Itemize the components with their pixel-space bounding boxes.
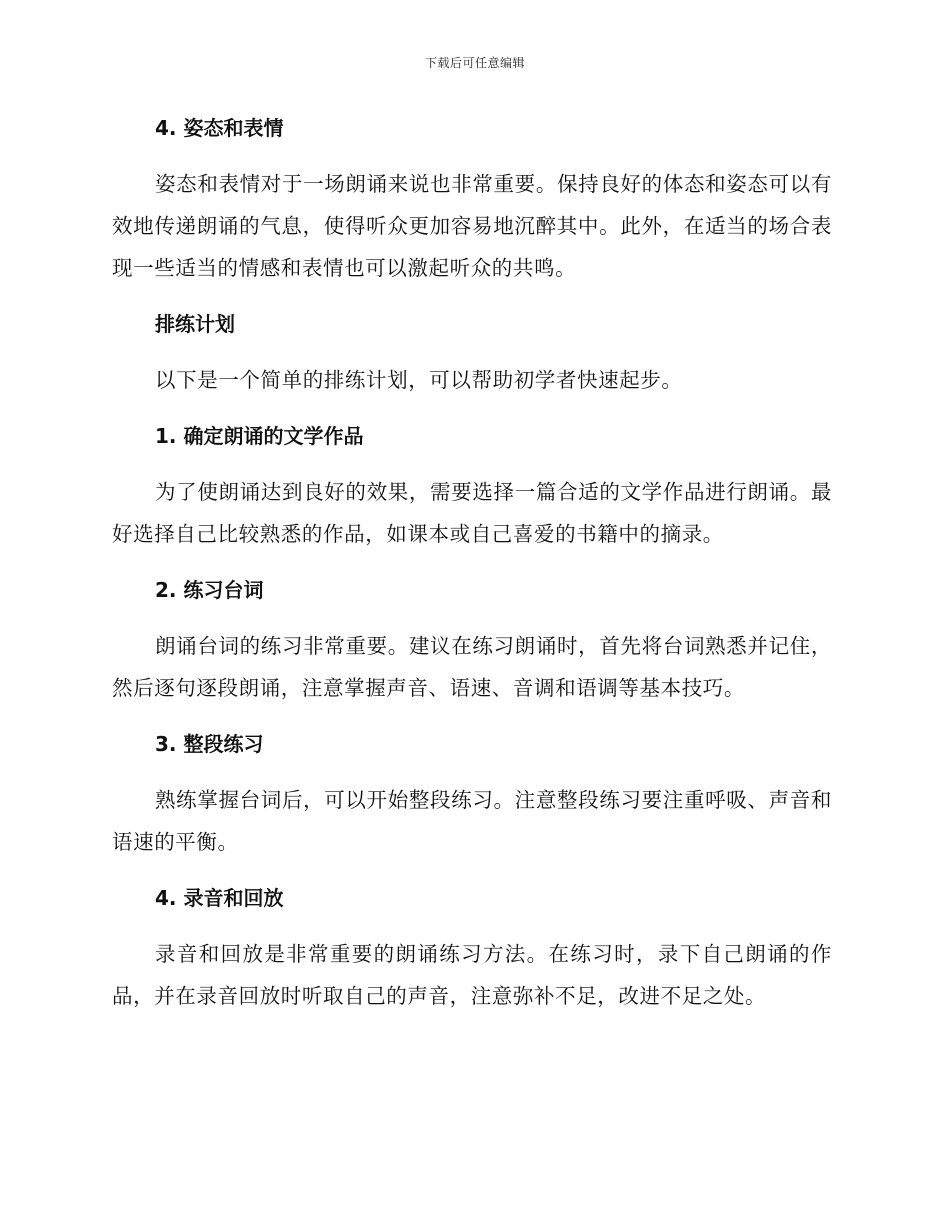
section-heading-rehearsal-plan: 排练计划 [155, 312, 235, 336]
page-header: 下载后可任意编辑 [424, 56, 525, 70]
document-body [112, 108, 832, 1032]
paragraph-full-practice: 熟练掌握台词后，可以开始整段练习。注意整段练习要注重呼吸、声音和语速的平衡。 [112, 788, 832, 854]
section-heading-record-playback: 4. 录音和回放 [155, 886, 284, 910]
paragraph-record-playback: 录音和回放是非常重要的朗诵练习方法。在练习时，录下自己朗诵的作品，并在录音回放时听取自己的声音，注意弥补不足，改进不足之处。 [112, 942, 832, 1008]
paragraph-choose-work: 为了使朗诵达到良好的效果，需要选择一篇合适的文学作品进行朗诵。最好选择自己比较熟悉的作品，如课本或自己喜爱的书籍中的摘录。 [112, 480, 832, 546]
section-heading-practice-lines: 2. 练习台词 [155, 578, 264, 602]
paragraph-posture: 姿态和表情对于一场朗诵来说也非常重要。保持良好的体态和姿态可以有效地传递朗诵的气息，使得听众更加容易地沉醉其中。此外，在适当的场合表现一些适当的情感和表情也可以激起听众的共鸣。 [112, 172, 832, 280]
paragraph-rehearsal-intro: 以下是一个简单的排练计划，可以帮助初学者快速起步。 [155, 368, 683, 392]
section-heading-full-practice: 3. 整段练习 [155, 732, 264, 756]
section-heading-posture: 4. 姿态和表情 [155, 116, 284, 140]
paragraph-practice-lines: 朗诵台词的练习非常重要。建议在练习朗诵时，首先将台词熟悉并记住，然后逐句逐段朗诵，注意掌握声音、语速、音调和语调等基本技巧。 [112, 634, 832, 700]
section-heading-choose-work: 1. 确定朗诵的文学作品 [155, 424, 364, 448]
